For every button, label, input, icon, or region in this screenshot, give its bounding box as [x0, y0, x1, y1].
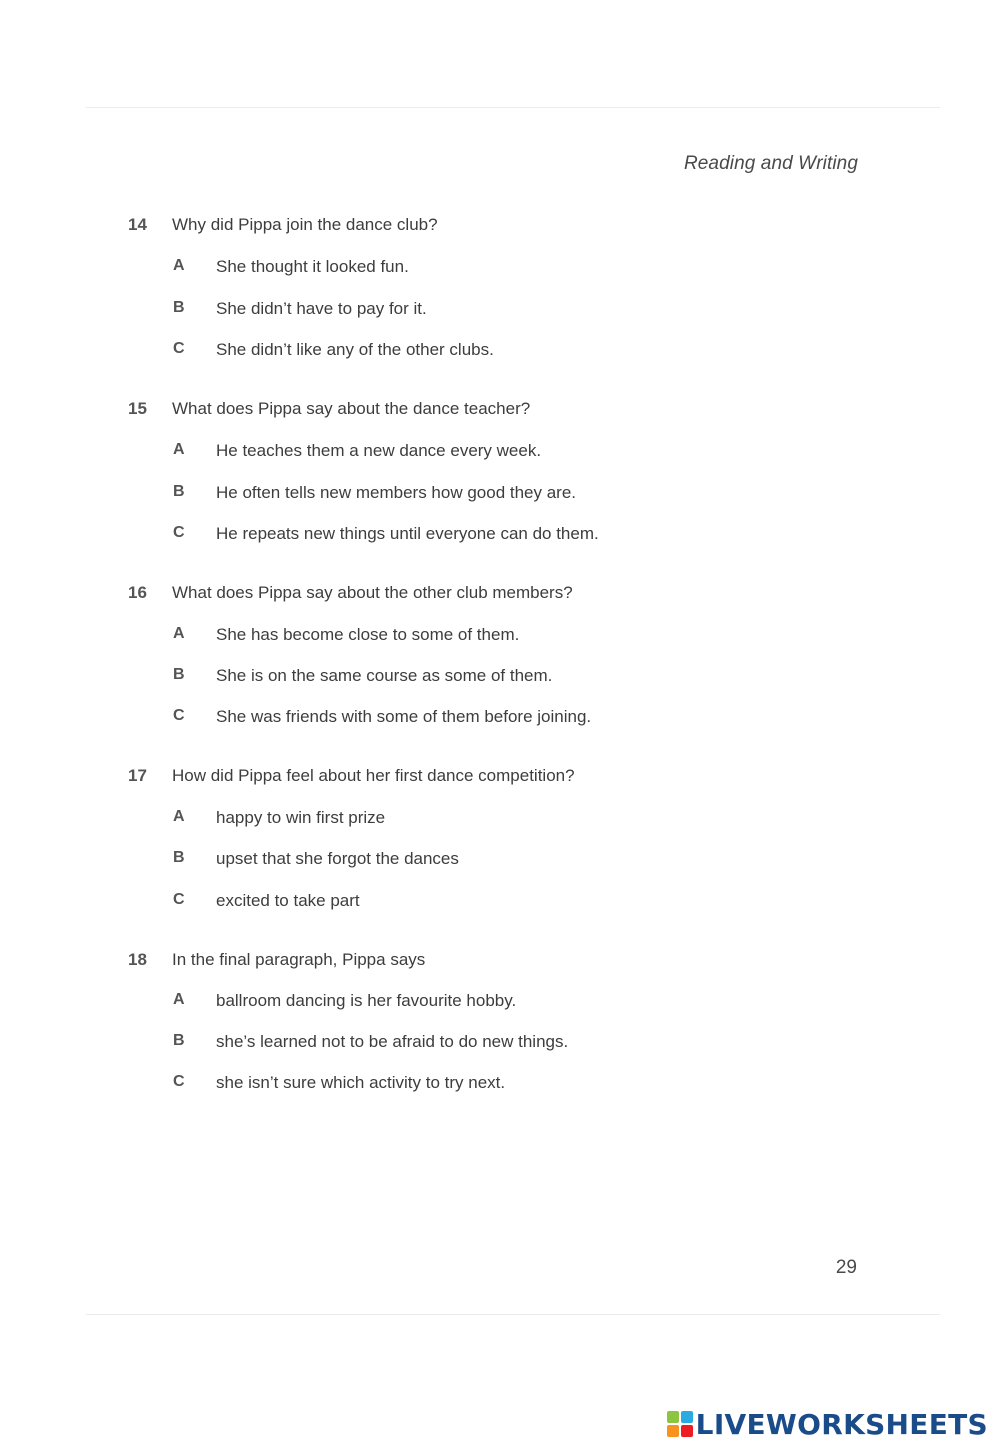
option-letter: B — [173, 849, 185, 866]
logo-square-red — [681, 1425, 693, 1437]
question-16 — [0, 583, 1000, 753]
question-row — [0, 950, 900, 974]
option-letter: B — [173, 666, 185, 683]
question-17 — [0, 766, 1000, 936]
option-text: ballroom dancing is her favourite hobby. — [216, 991, 517, 1010]
question-text: How did Pippa feel about her first dance competition? — [172, 766, 575, 785]
question-row — [0, 215, 900, 239]
option-letter: C — [173, 1073, 185, 1090]
option-letter: C — [173, 891, 185, 908]
question-row — [0, 583, 900, 607]
option-letter: A — [173, 441, 185, 458]
logo-square-green — [667, 1411, 679, 1423]
option-b[interactable] — [0, 666, 900, 690]
bottom-divider — [86, 1314, 940, 1315]
option-text: He repeats new things until everyone can do them. — [216, 524, 599, 543]
option-text: She was friends with some of them before joining. — [216, 707, 592, 726]
question-text: What does Pippa say about the dance teacher? — [172, 399, 531, 418]
question-row — [0, 766, 900, 790]
liveworksheets-logo-icon — [667, 1411, 693, 1437]
option-letter: A — [173, 991, 185, 1008]
option-letter: A — [173, 257, 185, 274]
question-text: In the final paragraph, Pippa says — [172, 950, 426, 969]
option-letter: B — [173, 483, 185, 500]
option-text: She thought it looked fun. — [216, 257, 409, 276]
option-text: upset that she forgot the dances — [216, 849, 459, 868]
question-18 — [0, 950, 1000, 1120]
option-letter: B — [173, 299, 185, 316]
option-letter: C — [173, 340, 185, 357]
question-15 — [0, 399, 1000, 569]
option-text: She didn’t have to pay for it. — [216, 299, 427, 318]
page-number: 29 — [835, 1257, 857, 1278]
question-number: 17 — [128, 766, 147, 785]
option-text: She is on the same course as some of them. — [216, 666, 553, 685]
question-text: Why did Pippa join the dance club? — [172, 215, 438, 234]
option-a[interactable] — [0, 991, 900, 1015]
option-letter: B — [173, 1032, 185, 1049]
question-row — [0, 399, 900, 423]
option-a[interactable] — [0, 441, 900, 465]
question-number: 15 — [128, 399, 147, 418]
option-b[interactable] — [0, 849, 900, 873]
option-letter: A — [173, 625, 185, 642]
top-divider — [86, 107, 940, 108]
question-text: What does Pippa say about the other club members? — [172, 583, 573, 602]
option-text: she isn’t sure which activity to try next. — [216, 1073, 506, 1092]
option-text: She has become close to some of them. — [216, 625, 520, 644]
watermark-text: LIVEWORKSHEETS — [695, 1407, 988, 1441]
option-a[interactable] — [0, 625, 900, 649]
option-b[interactable] — [0, 483, 900, 507]
logo-square-blue — [681, 1411, 693, 1423]
question-number: 16 — [128, 583, 147, 602]
option-c[interactable] — [0, 707, 900, 731]
section-title: Reading and Writing — [683, 153, 858, 174]
option-b[interactable] — [0, 299, 900, 323]
option-b[interactable] — [0, 1032, 900, 1056]
option-letter: C — [173, 524, 185, 541]
question-number: 18 — [128, 950, 147, 969]
question-14 — [0, 215, 1000, 385]
option-c[interactable] — [0, 891, 900, 915]
option-c[interactable] — [0, 1073, 900, 1097]
option-c[interactable] — [0, 524, 900, 548]
option-a[interactable] — [0, 808, 900, 832]
option-text: she’s learned not to be afraid to do new things. — [216, 1032, 569, 1051]
question-number: 14 — [128, 215, 147, 234]
option-c[interactable] — [0, 340, 900, 364]
option-text: He teaches them a new dance every week. — [216, 441, 542, 460]
option-letter: C — [173, 707, 185, 724]
option-text: She didn’t like any of the other clubs. — [216, 340, 494, 359]
logo-square-orange — [667, 1425, 679, 1437]
option-text: happy to win first prize — [216, 808, 386, 827]
option-a[interactable] — [0, 257, 900, 281]
option-text: He often tells new members how good they are. — [216, 483, 577, 502]
option-text: excited to take part — [216, 891, 360, 910]
liveworksheets-watermark — [667, 1406, 988, 1442]
option-letter: A — [173, 808, 185, 825]
